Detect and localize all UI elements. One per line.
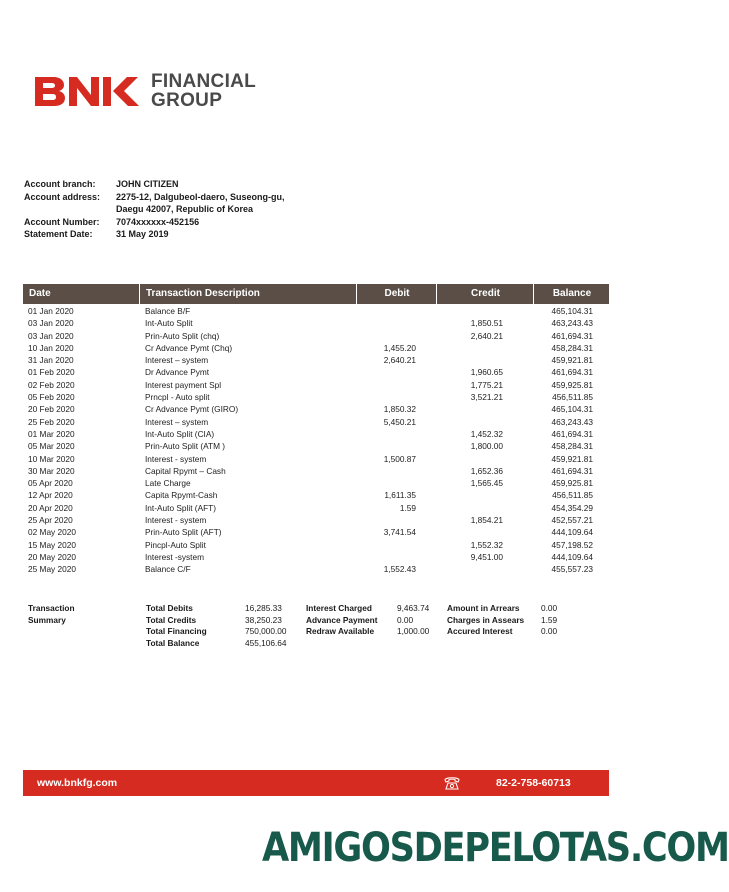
row-balance: 459,925.81	[551, 478, 593, 489]
row-date: 20 Feb 2020	[28, 404, 75, 415]
row-balance: 463,243.43	[551, 416, 593, 427]
row-credit: 1,652.36	[470, 465, 503, 476]
row-description: Cr Advance Pymt (Chq)	[145, 342, 233, 353]
row-date: 01 Feb 2020	[28, 367, 75, 378]
table-row	[23, 416, 609, 428]
summary-label: Total Financing	[146, 626, 207, 637]
summary-value: 38,250.23	[245, 614, 282, 625]
table-row	[23, 391, 609, 403]
bnk-logo	[33, 72, 273, 112]
row-balance: 461,694.31	[551, 428, 593, 439]
logo-text-group: GROUP	[151, 90, 223, 111]
row-balance: 444,109.64	[551, 527, 593, 538]
row-balance: 461,694.31	[551, 465, 593, 476]
summary-label: Charges in Assears	[447, 614, 525, 625]
row-credit: 1,960.65	[470, 367, 503, 378]
summary-value: 0.00	[397, 614, 414, 625]
watermark-text: AMIGOSDEPELOTAS.COM	[262, 825, 729, 871]
row-description: Balance C/F	[145, 564, 191, 575]
summary-title-line2: Summary	[28, 614, 66, 625]
logo-text-financial: FINANCIAL	[151, 71, 257, 92]
row-description: Dr Advance Pymt	[145, 367, 210, 378]
row-debit: 1,500.87	[383, 453, 416, 464]
row-date: 05 Mar 2020	[28, 441, 75, 452]
row-balance: 455,557.23	[551, 564, 593, 575]
row-balance: 459,925.81	[551, 379, 593, 390]
transactions-table-header	[23, 284, 609, 304]
row-credit: 2,640.21	[470, 330, 503, 341]
row-description: Balance B/F	[145, 306, 191, 316]
row-balance: 461,694.31	[551, 330, 593, 341]
row-description: Int-Auto Split (AFT)	[145, 502, 217, 513]
account-address-label: Account address:	[24, 191, 101, 202]
row-credit: 1,850.51	[470, 318, 503, 329]
row-date: 25 Feb 2020	[28, 416, 75, 427]
row-balance: 458,284.31	[551, 342, 593, 353]
table-row	[23, 305, 609, 317]
summary-value: 9,463.74	[397, 603, 430, 613]
summary-label: Total Balance	[146, 638, 200, 649]
row-balance: 458,284.31	[551, 441, 593, 452]
table-row	[23, 330, 609, 342]
row-description: Prncpl - Auto split	[145, 392, 210, 403]
summary-label: Interest Charged	[306, 603, 372, 613]
row-balance: 463,243.43	[551, 318, 593, 329]
header-description: Transaction Description	[139, 284, 356, 304]
summary-value: 1.59	[541, 614, 558, 625]
row-date: 03 Jan 2020	[28, 330, 74, 341]
summary-label: Total Debits	[146, 603, 193, 613]
table-row	[23, 453, 609, 465]
row-description: Int-Auto Split (CIA)	[145, 428, 215, 439]
row-balance: 459,921.81	[551, 453, 593, 464]
row-debit: 1.59	[399, 502, 416, 513]
summary-value: 16,285.33	[245, 603, 282, 613]
row-date: 20 May 2020	[28, 551, 76, 562]
row-description: Interest – system	[145, 416, 209, 427]
table-row	[23, 563, 609, 575]
row-balance: 465,104.31	[551, 404, 593, 415]
row-description: Int-Auto Split	[145, 318, 193, 329]
table-row	[23, 317, 609, 329]
header-balance: Balance	[533, 284, 610, 304]
table-row	[23, 428, 609, 440]
row-date: 05 Apr 2020	[28, 478, 73, 489]
summary-value: 1,000.00	[397, 626, 430, 637]
header-debit: Debit	[356, 284, 437, 304]
phone-number[interactable]: 82-2-758-60713	[496, 777, 571, 789]
table-row	[23, 403, 609, 415]
summary-value: 0.00	[541, 626, 558, 637]
row-balance: 444,109.64	[551, 551, 593, 562]
table-row	[23, 440, 609, 452]
table-row	[23, 366, 609, 378]
row-date: 15 May 2020	[28, 539, 76, 550]
row-date: 02 Feb 2020	[28, 379, 75, 390]
row-description: Capita Rpymt-Cash	[145, 490, 218, 501]
row-date: 03 Jan 2020	[28, 318, 74, 329]
row-description: Prin-Auto Split (ATM )	[145, 441, 226, 452]
account-number-label: Account Number:	[24, 216, 100, 227]
row-credit: 1,800.00	[470, 441, 503, 452]
row-credit: 9,451.00	[470, 551, 503, 562]
summary-label: Advance Payment	[306, 614, 378, 625]
account-number-value: 7074xxxxxx-452156	[116, 216, 200, 227]
row-description: Capital Rpymt – Cash	[145, 465, 226, 476]
row-description: Interest payment Spl	[145, 379, 222, 390]
row-balance: 457,198.52	[551, 539, 593, 550]
website-link[interactable]: www.bnkfg.com	[37, 777, 118, 789]
row-description: Prin-Auto Split (chq)	[145, 330, 220, 341]
table-row	[23, 465, 609, 477]
row-description: Interest -system	[145, 551, 205, 562]
row-description: Prin-Auto Split (AFT)	[145, 527, 222, 538]
row-credit: 1,452.32	[470, 428, 503, 439]
row-date: 25 Apr 2020	[28, 515, 73, 526]
account-address-line1: 2275-12, Dalgubeol-daero, Suseong-gu,	[116, 191, 285, 202]
account-address-line2: Daegu 42007, Republic of Korea	[116, 204, 254, 215]
table-row	[23, 526, 609, 538]
row-date: 01 Jan 2020	[28, 306, 74, 316]
row-credit: 1,565.45	[470, 478, 503, 489]
row-date: 30 Mar 2020	[28, 465, 75, 476]
transactions-table-body	[23, 305, 609, 576]
row-debit: 3,741.54	[383, 527, 416, 538]
table-row	[23, 354, 609, 366]
row-date: 02 May 2020	[28, 527, 76, 538]
table-row	[23, 379, 609, 391]
summary-title-line1: Transaction	[28, 603, 75, 613]
row-credit: 1,552.32	[470, 539, 503, 550]
row-date: 12 Apr 2020	[28, 490, 73, 501]
row-date: 01 Mar 2020	[28, 428, 75, 439]
row-credit: 1,854.21	[470, 515, 503, 526]
summary-label: Total Credits	[146, 614, 197, 625]
table-row	[23, 551, 609, 563]
summary-label: Redraw Available	[306, 626, 375, 637]
header-credit: Credit	[436, 284, 534, 304]
bnk-logo-mark	[33, 75, 143, 107]
row-description: Pincpl-Auto Split	[145, 539, 206, 550]
row-balance: 452,557.21	[551, 515, 593, 526]
account-branch-label: Account branch:	[24, 179, 96, 189]
row-credit: 1,775.21	[470, 379, 503, 390]
row-debit: 5,450.21	[383, 416, 416, 427]
table-row	[23, 342, 609, 354]
row-date: 10 Mar 2020	[28, 453, 75, 464]
row-balance: 456,511.85	[552, 392, 593, 403]
summary-value: 750,000.00	[245, 626, 287, 637]
row-description: Late Charge	[145, 478, 191, 489]
row-balance: 459,921.81	[551, 355, 593, 366]
row-date: 05 Feb 2020	[28, 392, 75, 403]
row-date: 10 Jan 2020	[28, 342, 74, 353]
telephone-icon	[443, 775, 461, 791]
row-debit: 1,611.35	[384, 490, 416, 501]
row-balance: 456,511.85	[552, 490, 593, 501]
summary-label: Amount in Arrears	[447, 603, 520, 613]
summary-value: 455,106.64	[245, 638, 287, 649]
row-debit: 1,552.43	[383, 564, 416, 575]
statement-date-value: 31 May 2019	[116, 229, 169, 240]
row-date: 20 Apr 2020	[28, 502, 73, 513]
account-branch-value: JOHN CITIZEN	[116, 179, 179, 189]
header-date: Date	[29, 288, 51, 299]
footer-bar	[23, 770, 609, 796]
row-balance: 465,104.31	[551, 306, 593, 316]
summary-label: Accured Interest	[447, 626, 513, 637]
statement-date-label: Statement Date:	[24, 229, 93, 240]
row-date: 25 May 2020	[28, 564, 76, 575]
row-description: Interest - system	[145, 453, 207, 464]
summary-value: 0.00	[541, 603, 558, 613]
table-row	[23, 489, 609, 501]
row-balance: 461,694.31	[551, 367, 593, 378]
row-description: Interest - system	[145, 515, 207, 526]
row-date: 31 Jan 2020	[28, 355, 74, 366]
row-debit: 1,850.32	[383, 404, 416, 415]
table-row	[23, 539, 609, 551]
table-row	[23, 477, 609, 489]
table-row	[23, 502, 609, 514]
row-credit: 3,521.21	[470, 392, 503, 403]
row-debit: 1,455.20	[383, 342, 416, 353]
table-row	[23, 514, 609, 526]
row-debit: 2,640.21	[383, 355, 416, 366]
row-description: Interest – system	[145, 355, 209, 366]
row-balance: 454,354.29	[551, 502, 593, 513]
row-description: Cr Advance Pymt (GIRO)	[145, 404, 239, 415]
